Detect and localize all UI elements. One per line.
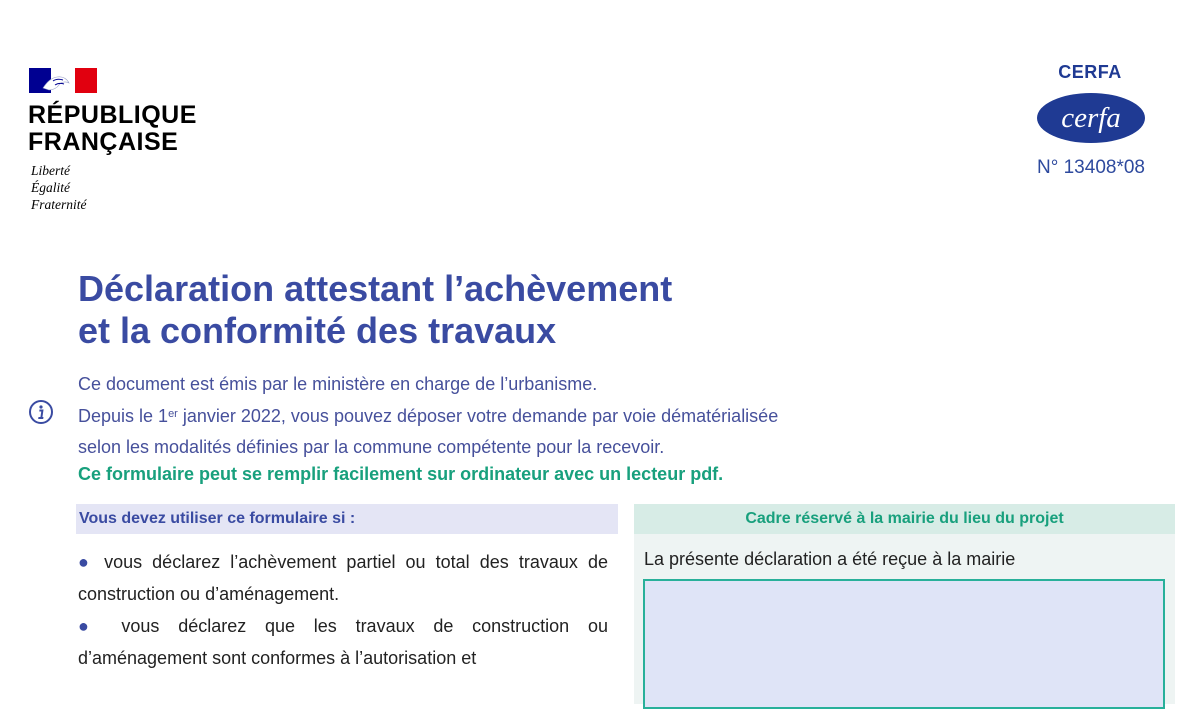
usage-conditions-heading: Vous devez utiliser ce formulaire si : xyxy=(76,504,618,534)
page-title: Déclaration attestant l’achèvement et la conformité des travaux xyxy=(78,268,673,351)
info-icon xyxy=(28,399,54,425)
mairie-reserved-heading: Cadre réservé à la mairie du lieu du projet xyxy=(634,504,1175,534)
cerfa-number: N° 13408*08 xyxy=(1037,157,1145,178)
list-item: ● vous déclarez que les travaux de construction ou d’aménagement sont conformes à l’autorisation et xyxy=(78,616,608,668)
marianne-flag-logo xyxy=(29,68,97,93)
cerfa-label: CERFA xyxy=(1058,62,1122,82)
received-at-mairie-label: La présente déclaration a été reçue à la mairie xyxy=(644,549,1016,569)
cerfa-logo-text: cerfa xyxy=(1061,102,1121,134)
republic-motto: Liberté Égalité Fraternité xyxy=(31,163,87,212)
mairie-stamp-field[interactable] xyxy=(643,579,1165,709)
usage-conditions-list xyxy=(78,546,608,674)
pdf-fill-notice: Ce formulaire peut se remplir facilement sur ordinateur avec un lecteur pdf. xyxy=(78,464,724,484)
cerfa-logo xyxy=(1036,92,1146,144)
republique-francaise-wordmark: RÉPUBLIQUE FRANÇAISE xyxy=(28,101,197,156)
intro-text: Ce document est émis par le ministère en charge de l’urbanisme. Depuis le 1er janvier 2022, vous pouvez déposer votre demande par voie dématérialisée selon les modalités définies par la commune compétente pour la recevoir. xyxy=(78,374,779,457)
list-item: ● vous déclarez l’achèvement partiel ou total des travaux de construction ou d’aménagement. xyxy=(78,552,609,604)
